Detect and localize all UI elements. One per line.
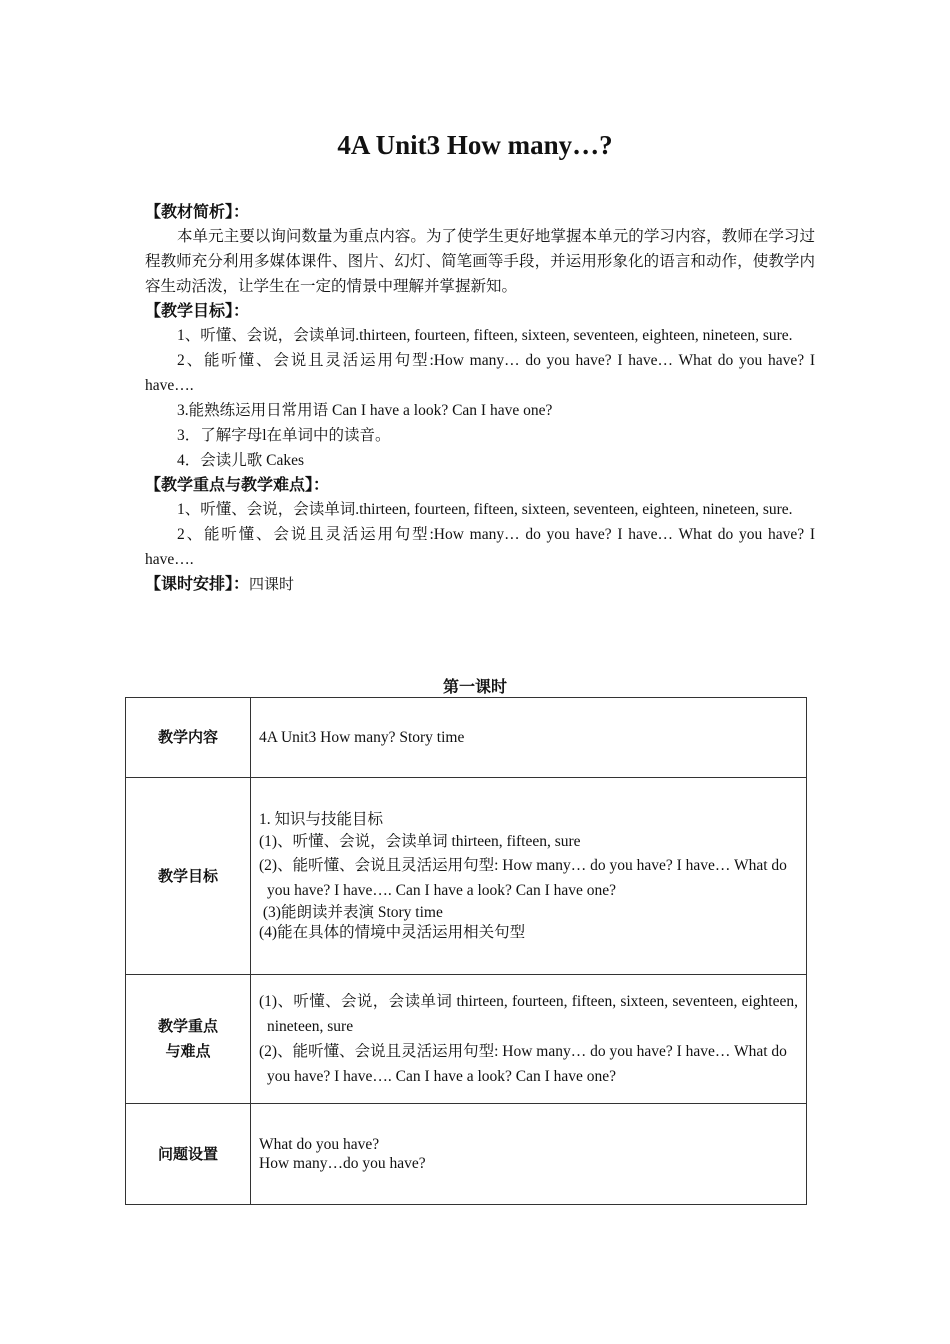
table-row [126,975,807,1104]
key-point-item: 1、听懂、会说，会读单词.thirteen, fourteen, fifteen, sixteen, seventeen, eighteen, nineteen, sure. [177,501,793,518]
goal-item: 4．会读儿歌 Cakes [177,452,305,469]
key-difficult-label-line1: 教学重点 [157,1017,218,1035]
key-difficult-line: (2)、能听懂、会说且灵活运用句型: How many… do you have? I have… What do you have? I have…. Can I have a look? Can I have one? [259,1043,787,1085]
document-body [145,200,815,597]
schedule-heading: 【课时安排】： [145,574,250,593]
lesson-plan-table [125,697,807,1205]
table-row [126,1104,807,1205]
schedule-line [145,572,815,597]
key-difficult-label-line2: 与难点 [165,1042,211,1060]
objectives-label: 教学目标 [126,778,251,975]
objective-line: (2)、能听懂、会说且灵活运用句型: How many… do you have? I have… What do you have? I have…. Can I have a look? Can I have one? [259,857,787,899]
goal-item: 1、听懂、会说，会读单词.thirteen, fourteen, fifteen, sixteen, seventeen, eighteen, nineteen, sure. [177,327,793,344]
question-line: How many…do you have? [259,1155,426,1172]
analysis-heading: 【教材简析】： [145,202,250,221]
question-line: What do you have? [259,1136,380,1153]
questions-value [251,1104,807,1205]
goal-item: 3.能熟练运用日常用语 Can I have a look? Can I have one? [177,402,553,419]
questions-label: 问题设置 [126,1104,251,1205]
objective-line: 1. 知识与技能目标 [259,811,384,828]
key-difficult-label [126,975,251,1104]
table-row [126,698,807,778]
document-title: 4A Unit3 How many…? [337,130,613,160]
objective-line: (1)、听懂、会说，会读单词 thirteen, fifteen, sure [259,833,581,850]
objective-line: (4)能在具体的情境中灵活运用相关句型 [259,924,526,941]
goals-heading: 【教学目标】： [145,301,250,320]
key-points-heading: 【教学重点与教学难点】： [145,475,330,494]
objectives-value [251,778,807,975]
schedule-value: 四课时 [249,577,295,593]
objective-line: (3)能朗读并表演 Story time [259,904,443,921]
key-difficult-value [251,975,807,1104]
analysis-text: 本单元主要以询问数量为重点内容。为了使学生更好地掌握本单元的学习内容，教师在学习过程教师充分利用多媒体课件、图片、幻灯、简笔画等手段，并运用形象化的语言和动作，使教学内容生动活泼，让学生在一定的情景中理解并掌握新知。 [145,228,815,295]
lesson-title: 第一课时 [442,677,507,696]
goal-item: 2、能听懂、会说且灵活运用句型:How many… do you have? I have… What do you have? I have…. [145,352,815,394]
table-row [126,778,807,975]
goal-item: 3．了解字母l在单词中的读音。 [177,427,391,444]
content-label: 教学内容 [126,698,251,778]
content-value: 4A Unit3 How many? Story time [251,698,807,778]
key-point-item: 2、能听懂、会说且灵活运用句型:How many… do you have? I have… What do you have? I have…. [145,526,815,568]
key-difficult-line: (1)、听懂、会说，会读单词 thirteen, fourteen, fifteen, sixteen, seventeen, eighteen, nineteen, sure [259,993,798,1035]
